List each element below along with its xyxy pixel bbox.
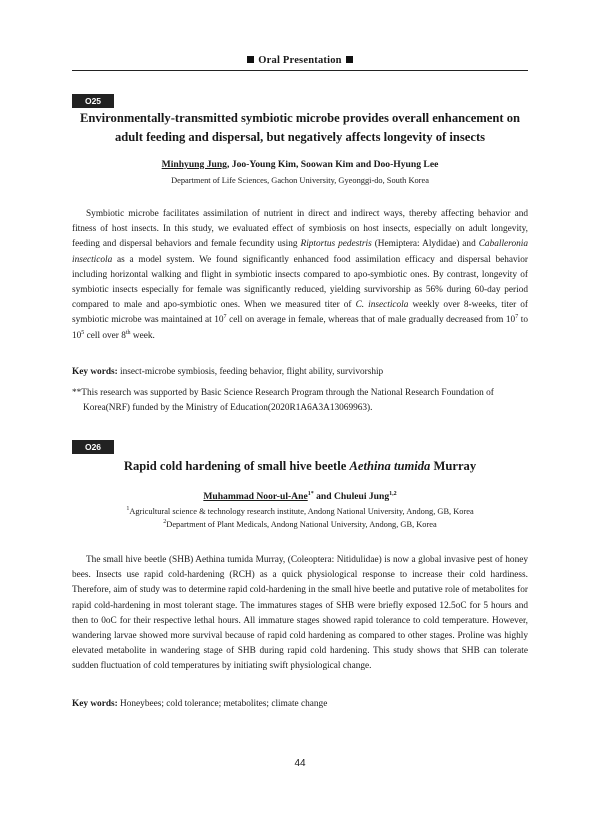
co-authors: , Joo-Young Kim, Soowan Kim and Doo-Hyung Lee [226,159,439,170]
paper-id-badge: O25 [72,94,114,108]
paper-abstract: The small hive beetle (SHB) Aethina tumida Murray, (Coleoptera: Nitidulidae) is now a global invasive pest of honey bees. Insects use rapid cold-hardening (RCH) as a quick physiological response to increase their cold hardiness. Therefore, aim of study was to determine rapid cold-hardening in the small hive beetle and putative role of metabolites for rapid cold-hardening in most tolerant stage. The immatures stages of SHB were briefly exposed 12.5oC for 5 hours and then to 0oC for their respective lethal hours. All immature stages showed rapid tolerance to cold temperature. However, wandering larvae showed more survival because of rapid cold hardening as compared to other stages. Proline was highly elevated metabolite in wandering stage of SHB during rapid cold hardening. This study shows that SHB can tolerate sudden fluctuation of cold temperatures by initiating swift physiological change. [72,555,528,672]
funding-note: **This research was supported by Basic Science Research Program through the National Research Foundation of Korea(NRF) funded by the Ministry of Education(2020R1A6A3A13069963). [72,388,494,413]
keywords-text: insect-microbe symbiosis, feeding behavior, flight ability, survivorship [117,367,384,377]
paper-abstract: Symbiotic microbe facilitates assimilation of nutrient in direct and indirect ways, thereby affecting behavior and fitness of host insects. In this study, we evaluated effect of symbiosis on host insects, especially on adult longevity, feeding and dispersal behaviors and female fecundity using Riptortus pedestris (Hemiptera: Alydidae) and Caballeronia insecticola as a model system. We found significantly enhanced food assimilation efficacy and dispersal behavior including horizontal walking and flight in symbiotic insects compared to apo-symbiotic ones. By contrast, longevity of symbiotic insects especially for female was significantly reduced, yielding survivorship as 56% during 60-day period compared to male and apo-symbiotic ones. When we measured titer of C. insecticola weekly over 8-weeks, titer of symbiotic microbe was maintained at $10^7$ cell on average in female, whereas that of male gradually decreased from $10^7$ to $10^5$ cell over 8th week. [72,209,529,341]
presenting-author: Muhammad Noor-ul-Ane [203,491,308,502]
paper-authors: Muhammad Noor-ul-Ane$^{1*}$ and Chuleui Jung$^{1,2}$ [203,491,397,502]
square-bullet-icon [346,56,353,63]
paper-title: Environmentally-transmitted symbiotic microbe provides overall enhancement on adult feeding and dispersal, but negatively affects longevity of insects [79,111,521,144]
keywords-label: Key words: [72,699,118,709]
section-header-label: Oral Presentation [258,55,342,66]
presenting-author: Minhyung Jung [161,159,227,170]
paper-authors [72,159,528,170]
keywords-text: Honeybees; cold tolerance; metabolites; climate change [117,699,328,709]
square-bullet-icon [247,56,254,63]
paper-keywords [72,697,528,711]
page-number: 44 [294,758,306,769]
paper-affiliation-1: $^1$Agricultural science & technology research institute, Andong National University, Andong, GB, Korea [126,506,474,516]
paper-keywords [72,365,528,379]
header-rule [72,70,528,71]
section-header [0,55,600,66]
keywords-label: Key words: [72,367,118,377]
paper-affiliation: Department of Life Sciences, Gachon University, Gyeonggi-do, South Korea [171,176,429,185]
co-authors: and Chuleui Jung [313,491,390,502]
paper-title: Rapid cold hardening of small hive beetle Aethina tumida Murray [123,459,477,473]
species-name: Aethina tumida [349,459,431,473]
paper-affiliation-2: $^2$Department of Plant Medicals, Andong National University, Andong, GB, Korea [163,519,437,529]
paper-id-badge: O26 [72,440,114,454]
